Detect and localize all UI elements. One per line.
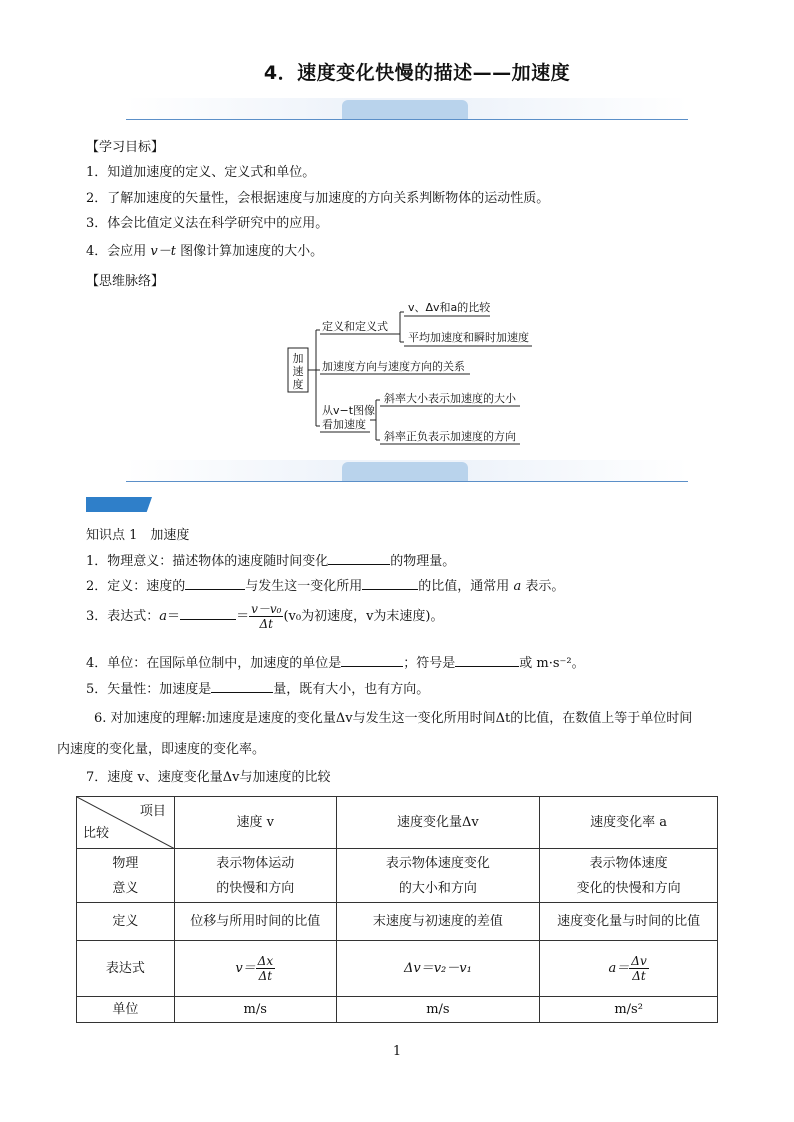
table-cell: 末速度与初速度的差值 <box>336 903 540 941</box>
fraction <box>256 954 275 983</box>
mindmap-leaf-comparison: v、Δv和a的比较 <box>408 301 491 314</box>
objective-item <box>86 240 323 259</box>
comparison-table <box>76 796 718 1023</box>
objective-item: 3．体会比值定义法在科学研究中的应用。 <box>86 216 329 231</box>
fraction <box>249 602 283 631</box>
text: 5．矢量性：加速度是 <box>86 682 212 697</box>
page-title: 4．速度变化快慢的描述——加速度 <box>263 62 571 84</box>
fraction-denominator: Δt <box>632 969 646 983</box>
text: (v₀为初速度，v为末速度)。 <box>283 609 444 624</box>
mindmap-leaf-slope-sign: 斜率正负表示加速度的方向 <box>384 430 516 443</box>
objective-item: 2．了解加速度的矢量性，会根据速度与加速度的方向关系判断物体的运动性质。 <box>86 191 550 206</box>
mindmap-root-3: 度 <box>292 378 304 391</box>
cell-line: 的大小和方向 <box>398 880 477 896</box>
text: 或 m·s⁻²。 <box>519 656 585 671</box>
text: 1．物理意义：描述物体的速度随时间变化 <box>86 554 329 569</box>
mindmap-branch-vt-line2: 看加速度 <box>322 418 366 431</box>
row-label-line: 物理 <box>112 855 139 871</box>
table-header: 速度 v <box>174 797 336 849</box>
cell-line: 表示物体速度 <box>589 855 668 871</box>
mindmap-branch-definition: 定义和定义式 <box>322 320 388 333</box>
fraction <box>629 954 648 983</box>
mindmap-leaf-average-instant: 平均加速度和瞬时加速度 <box>408 331 529 344</box>
text: ＝ <box>236 609 250 624</box>
fill-blank[interactable] <box>211 680 273 693</box>
fill-blank[interactable] <box>185 577 245 590</box>
knowledge-point-title: 知识点 1 加速度 <box>86 528 190 543</box>
objective-item4-var: v－t <box>150 244 176 259</box>
divider <box>126 481 688 482</box>
table-cell: Δv＝v₂－v₁ <box>336 941 540 997</box>
text: 3．表达式： <box>86 609 160 624</box>
table-cell: m/s² <box>540 997 718 1023</box>
table-cell: 位移与所用时间的比值 <box>174 903 336 941</box>
cell-line: 的快慢和方向 <box>216 880 295 896</box>
fill-blank[interactable] <box>341 654 403 667</box>
table-cell <box>540 849 718 903</box>
table-row <box>77 903 718 941</box>
row-label-line: 意义 <box>112 880 139 896</box>
fill-blank[interactable] <box>180 607 236 620</box>
table-cell: 速度变化量与时间的比值 <box>540 903 718 941</box>
text: 量，既有大小，也有方向。 <box>273 682 430 697</box>
mindmap-root-2: 速 <box>292 365 304 378</box>
fill-blank[interactable] <box>455 654 519 667</box>
fraction-denominator: Δt <box>259 617 274 631</box>
text: 4．单位：在国际单位制中，加速度的单位是 <box>86 656 342 671</box>
text: 的比值，通常用 <box>418 579 510 594</box>
row-label: 表达式 <box>77 941 175 997</box>
knowledge-line-6b: 内速度的变化量，即速度的变化率。 <box>57 742 266 757</box>
text: 2．定义：速度的 <box>86 579 186 594</box>
table-corner-cell <box>77 797 175 849</box>
knowledge-line-4 <box>86 652 585 671</box>
knowledge-line-7: 7．速度 v、速度变化量Δv与加速度的比较 <box>86 770 331 785</box>
table-cell <box>336 849 540 903</box>
variable: a <box>513 579 522 594</box>
row-label: 定义 <box>77 903 175 941</box>
row-label <box>77 849 175 903</box>
mindmap <box>280 292 550 450</box>
fraction-numerator: Δx <box>257 954 274 968</box>
table-cell: m/s <box>336 997 540 1023</box>
objectives-heading: 【学习目标】 <box>86 140 165 155</box>
text: ；符号是 <box>403 656 456 671</box>
text: ＝ <box>167 609 181 624</box>
knowledge-line-5 <box>86 678 429 697</box>
table-header: 速度变化率 a <box>540 797 718 849</box>
mindmap-root-1: 加 <box>292 352 304 365</box>
divider <box>126 119 688 120</box>
cell-line: 表示物体速度变化 <box>385 855 490 871</box>
objective-item4-prefix: 4．会应用 <box>86 244 151 259</box>
knowledge-line-2 <box>86 575 564 594</box>
objective-item: 1．知道加速度的定义、定义式和单位。 <box>86 165 316 180</box>
mindmap-leaf-slope-magnitude: 斜率大小表示加速度的大小 <box>384 392 516 405</box>
fraction-denominator: Δt <box>258 969 273 983</box>
section-tab <box>342 462 468 482</box>
table-header-row <box>77 797 718 849</box>
section-marker <box>86 497 152 512</box>
mindmap-branch-direction: 加速度方向与速度方向的关系 <box>322 360 465 373</box>
fraction-numerator: Δv <box>631 954 647 968</box>
variable: a <box>159 609 168 624</box>
row-label: 单位 <box>77 997 175 1023</box>
fraction-numerator: v－v₀ <box>251 602 282 616</box>
table-cell <box>540 941 718 997</box>
mindmap-heading: 【思维脉络】 <box>86 274 165 289</box>
page-number: 1 <box>392 1044 402 1059</box>
cell-line: 表示物体运动 <box>216 855 295 871</box>
section-band-top <box>126 98 688 120</box>
text: 与发生这一变化所用 <box>245 579 363 594</box>
table-row <box>77 941 718 997</box>
section-band-middle <box>126 460 688 482</box>
table-cell <box>174 941 336 997</box>
objective-item4-suffix: 图像计算加速度的大小。 <box>175 244 324 259</box>
cell-line: 变化的快慢和方向 <box>576 880 681 896</box>
table-cell: m/s <box>174 997 336 1023</box>
table-row <box>77 849 718 903</box>
mindmap-branch-vt-line1: 从v−t图像 <box>322 404 376 417</box>
corner-bottom-label: 比较 <box>83 826 110 841</box>
knowledge-line-3 <box>86 602 444 631</box>
table-header: 速度变化量Δv <box>336 797 540 849</box>
text: 表示。 <box>525 579 565 594</box>
knowledge-line-1 <box>86 550 455 569</box>
knowledge-line-6a: 6. 对加速度的理解:加速度是速度的变化量Δv与发生这一变化所用时间Δt的比值，在数值上等于单位时间 <box>94 711 693 726</box>
table-row <box>77 997 718 1023</box>
fill-blank[interactable] <box>362 577 418 590</box>
fill-blank[interactable] <box>328 552 390 565</box>
corner-top-label: 项目 <box>139 804 166 819</box>
formula-lhs: v＝ <box>235 961 256 976</box>
text: 的物理量。 <box>390 554 456 569</box>
formula-lhs: a＝ <box>608 961 630 976</box>
section-tab <box>342 100 468 120</box>
table-cell <box>174 849 336 903</box>
